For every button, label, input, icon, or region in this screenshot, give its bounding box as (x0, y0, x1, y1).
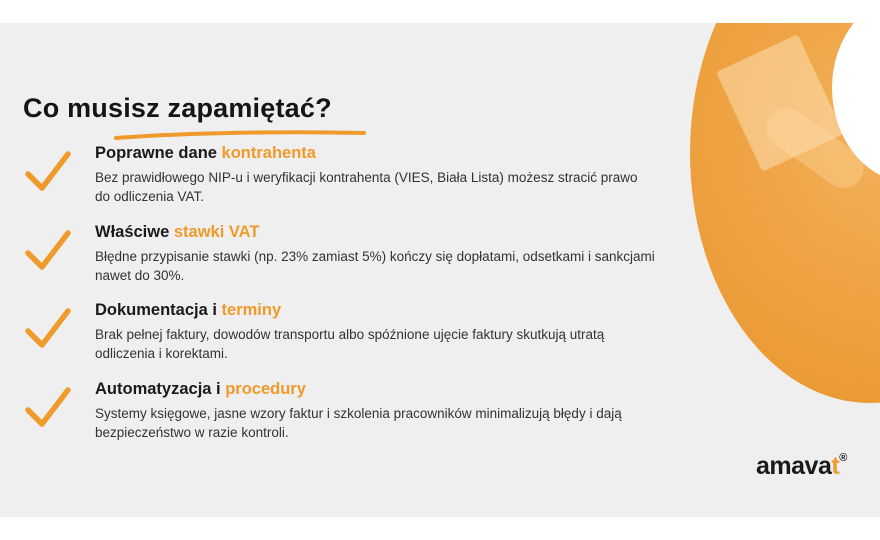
brand-logo (756, 452, 847, 481)
item-title (95, 223, 259, 242)
logo-main: amava (756, 452, 832, 480)
item-title-main: Poprawne dane (95, 144, 222, 162)
checkmark-icon (24, 227, 72, 275)
registered-mark: ® (839, 451, 847, 464)
item-description: Błędne przypisanie stawki (np. 23% zamiast 5%) kończy się dopłatami, odsetkami i sankcjami nawet do 30%. (95, 249, 655, 283)
item-title (95, 144, 316, 163)
checkmark-icon (24, 384, 72, 432)
logo-accent: t (831, 452, 840, 480)
item-title-accent: terminy (221, 301, 282, 319)
item-title-accent: kontrahenta (221, 144, 316, 162)
item-title-accent: stawki VAT (173, 223, 260, 241)
item-description: Bez prawidłowego NIP-u i weryfikacji kontrahenta (VIES, Biała Lista) możesz stracić prawo do odliczenia VAT. (95, 170, 638, 204)
item-title-main: Automatyzacja i (95, 380, 226, 398)
item-title (95, 301, 281, 320)
item-title (95, 380, 306, 399)
checkmark-icon (24, 305, 72, 353)
page-title: Co musisz zapamiętać? (23, 93, 332, 123)
item-title-accent: procedury (225, 380, 306, 398)
slide (0, 23, 880, 517)
checkmark-icon (24, 148, 72, 196)
title-underline (112, 127, 368, 143)
item-title-main: Właściwe (95, 223, 174, 241)
item-description: Systemy księgowe, jasne wzory faktur i szkolenia pracowników minimalizują błędy i dają bezpieczeństwo w razie kontroli. (95, 406, 622, 440)
item-title-main: Dokumentacja i (95, 301, 222, 319)
item-description: Brak pełnej faktury, dowodów transportu albo spóźnione ujęcie faktury skutkują utratą odliczenia i korektami. (95, 327, 605, 361)
